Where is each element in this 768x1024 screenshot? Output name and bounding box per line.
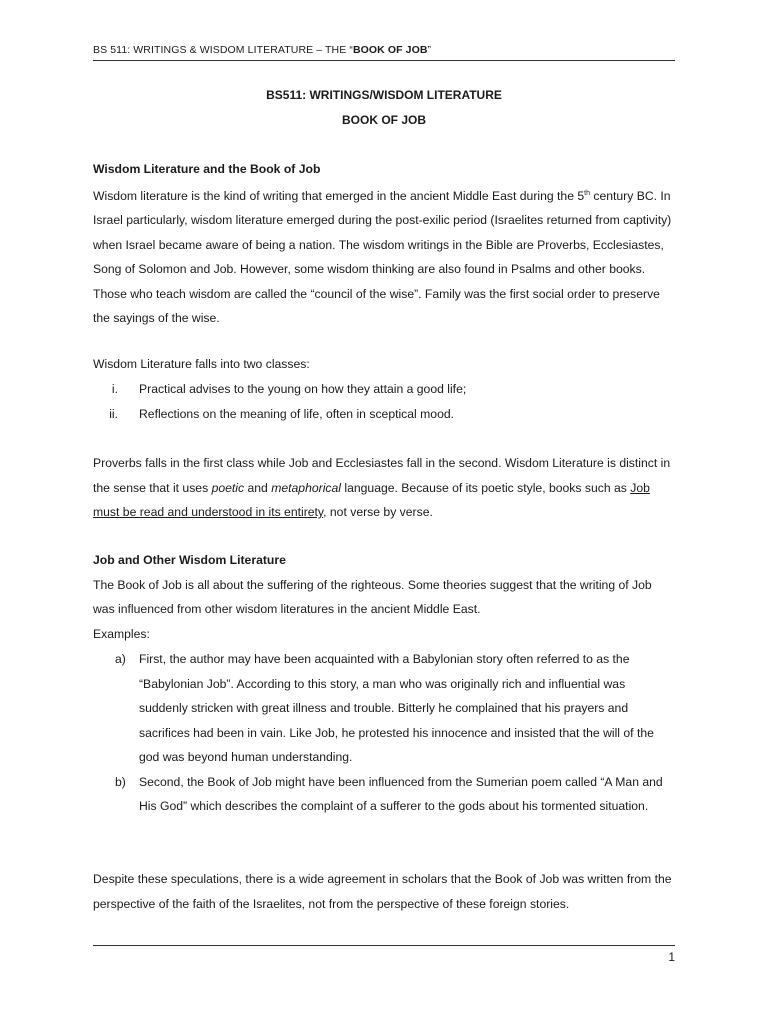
para-text: language. Because of its poetic style, books such as: [340, 480, 631, 495]
list-number: b): [115, 774, 126, 789]
section-paragraph: The Book of Job is all about the suffering of the righteous. Some theories suggest that the writing of Job was influenced from other wisdom literatures in the ancient Middle East.: [93, 577, 652, 616]
section-heading: Job and Other Wisdom Literature: [93, 553, 286, 567]
examples-label: Examples:: [93, 626, 150, 641]
running-header-bold: BOOK OF JOB: [352, 44, 428, 56]
conclusion-paragraph: Despite these speculations, there is a wide agreement in scholars that the Book of Job was written from the perspective of the faith of the Israelites, not from the perspective of these foreign stories.: [93, 872, 672, 911]
list-item: [93, 647, 675, 770]
para-text: , not verse by verse.: [323, 505, 433, 519]
list-item: [93, 377, 675, 402]
classes-intro: Wisdom Literature falls into two classes:: [93, 357, 310, 371]
examples-list: [93, 647, 675, 819]
classes-list: [93, 377, 675, 426]
para-text: Proverbs falls in the first class while Job and Ecclesiastes fall in the second. Wisdom Literature is distinct in the sense that it uses: [93, 456, 671, 495]
list-text: First, the author may have been acquainted with a Babylonian story often referred to as the “Babylonian Job”. According to this story, a man who was originally rich and influential was suddenly stricken with great illness and trouble. Bitterly he complained that his prayers and sacrifices had been in vain. Like Job, he protested his innocence and insisted that the will of the god was beyond human understanding.: [139, 652, 654, 764]
section-paragraph: [93, 182, 675, 331]
section-heading: Wisdom Literature and the Book of Job: [93, 162, 321, 176]
list-text: Reflections on the meaning of life, often in sceptical mood.: [139, 406, 455, 421]
list-text: Second, the Book of Job might have been influenced from the Sumerian poem called “A Man and His God” which describes the complaint of a sufferer to the gods about his tormented situation.: [139, 774, 663, 813]
section-paragraph: [93, 451, 675, 525]
list-number: i.: [111, 382, 118, 396]
running-header-post: ”: [427, 44, 432, 56]
running-header-pre: BS 511: WRITINGS & WISDOM LITERATURE – THE “: [93, 44, 353, 56]
list-text: Practical advises to the young on how they attain a good life;: [139, 382, 467, 396]
list-item: [93, 402, 675, 427]
list-number: a): [115, 652, 126, 666]
header-rule: [93, 60, 675, 61]
document-title: BS511: WRITINGS/WISDOM LITERATURE: [266, 88, 502, 102]
page-number: 1: [668, 950, 675, 964]
para-text: Wisdom literature is the kind of writing that emerged in the ancient Middle East during the 5: [93, 188, 585, 203]
footer-rule: [93, 945, 675, 946]
paragraph-proverbs: [93, 451, 675, 525]
list-item: [93, 770, 675, 819]
superscript: th: [584, 189, 590, 197]
para-text: century BC. In Israel particularly, wisdom literature emerged during the post-exilic period (Israelites returned from captivity) when Israel became aware of being a nation. The wisdom writings in the Bible are Proverbs, Ecclesiastes, Song of Solomon and Job. However, some wisdom thinking are also found in Psalms and other books. Those who teach wisdom are called the “council of the wise”. Family was the first social order to preserve the sayings of the wise.: [93, 188, 672, 326]
underlined-text: Job must be read and understood in its entirety: [93, 480, 650, 519]
italic-text: poetic: [211, 480, 245, 495]
section-wisdom-literature: [93, 157, 675, 331]
list-number: ii.: [109, 406, 118, 421]
running-header: [93, 44, 675, 56]
italic-text: metaphorical: [271, 480, 341, 495]
section-job-other: [93, 548, 675, 646]
para-text: and: [244, 480, 272, 495]
document-subtitle: BOOK OF JOB: [341, 113, 426, 127]
